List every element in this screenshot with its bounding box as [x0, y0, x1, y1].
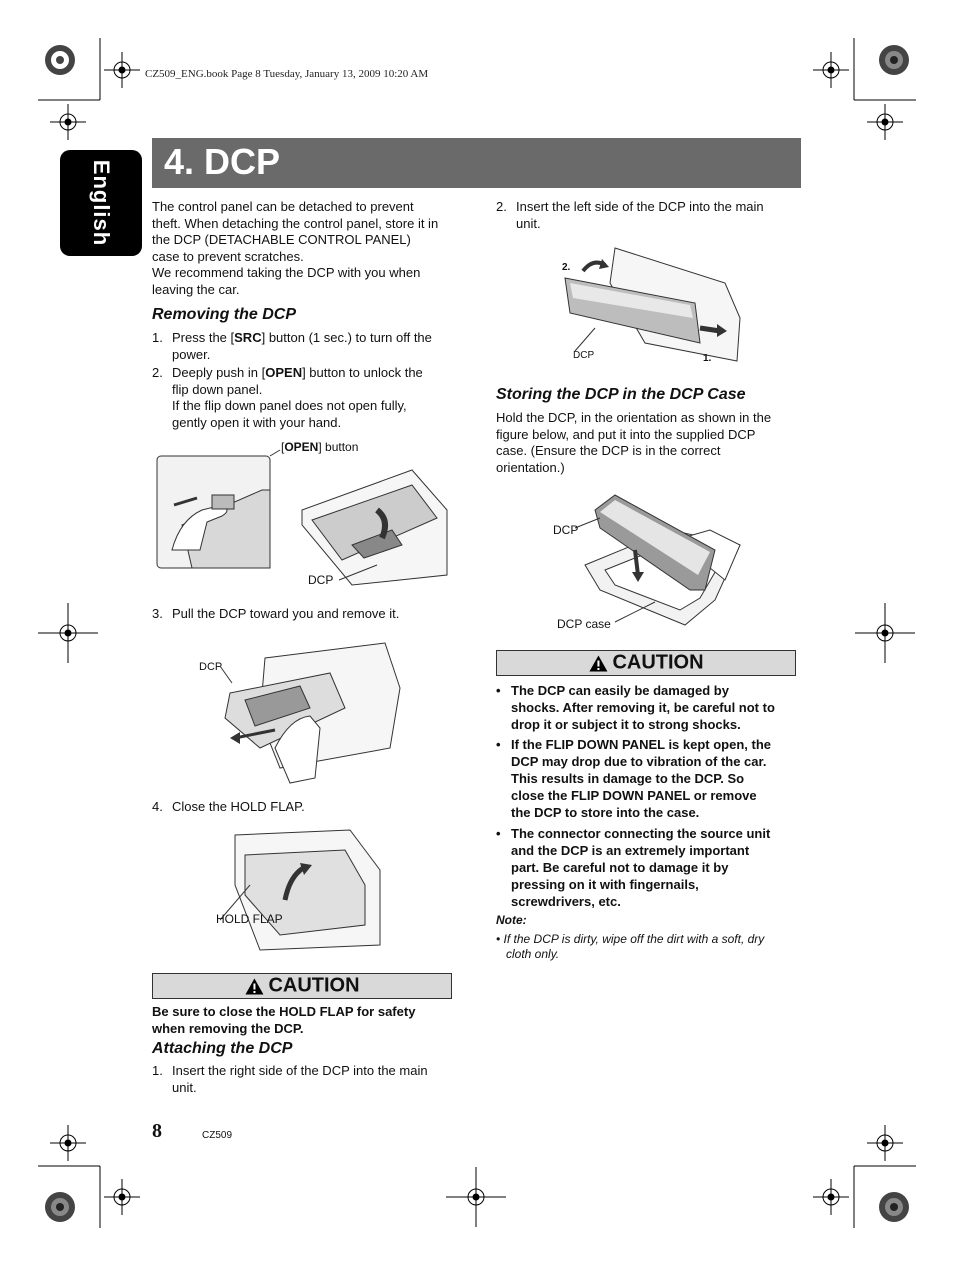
attaching-heading: Attaching the DCP — [152, 1040, 293, 1057]
bullet-dot: • — [496, 683, 501, 698]
storing-line: figure below, and put it into the supplied DCP — [496, 426, 756, 442]
model-label: CZ509 — [202, 1130, 233, 1141]
store-dcp-label: DCP — [553, 523, 579, 537]
caution-box-right — [496, 650, 796, 676]
caption-text: [ — [281, 440, 285, 454]
caution-left-text — [152, 1004, 462, 1037]
title-bar — [152, 138, 801, 188]
bullet-line: drop it or subject it to strong shocks. — [511, 717, 741, 732]
step-text: ] button to unlock the — [302, 365, 423, 380]
step-text: Insert the left side of the DCP into the main — [516, 199, 764, 214]
figure-pull-dcp — [220, 638, 400, 788]
removing-heading: Removing the DCP — [152, 306, 297, 323]
bullet-line: The DCP can easily be damaged by — [511, 683, 729, 698]
figure-hold-flap — [200, 825, 385, 955]
note-line: • If the DCP is dirty, wipe off the dirt with a soft, dry — [496, 932, 765, 946]
language-tab — [60, 150, 142, 256]
page-number: 8 — [152, 1120, 162, 1142]
caution-label: CAUTION — [268, 974, 360, 997]
caution-line: Be sure to close the HOLD FLAP for safety — [152, 1004, 416, 1019]
storing-line: Hold the DCP, in the orientation as shown in the — [496, 410, 772, 425]
step-text: Deeply push in [ — [172, 365, 266, 380]
caption-key: OPEN — [284, 440, 319, 454]
step-text: unit. — [516, 215, 541, 231]
dcp-label-fig2: DCP — [199, 661, 223, 673]
storing-heading: Storing the DCP in the DCP Case — [496, 386, 746, 403]
warning-icon — [588, 654, 608, 672]
caution-label: CAUTION — [612, 651, 704, 674]
intro-paragraph — [152, 199, 462, 298]
bullet-line: shocks. After removing it, be careful not to — [511, 700, 775, 715]
bullet-dot: • — [496, 737, 501, 752]
note-line: cloth only. — [506, 947, 560, 961]
bullet-line: DCP may drop due to vibration of the car. — [511, 754, 767, 769]
warning-icon — [244, 977, 264, 995]
bullet-line: The connector connecting the source unit — [511, 826, 771, 841]
step-text: gently open it with your hand. — [172, 414, 342, 430]
intro-line: the DCP (DETACHABLE CONTROL PANEL) — [152, 232, 411, 247]
book-header: CZ509_ENG.book Page 8 Tuesday, January 13, 2009 10:20 AM — [145, 68, 429, 80]
note-text — [496, 932, 806, 962]
bullet-dot: • — [496, 826, 501, 841]
dcp-label-fig1: DCP — [308, 573, 334, 587]
attach-label-1: 1. — [703, 353, 712, 364]
caution-box-left — [152, 973, 452, 999]
bullet-line: part. Be careful not to damage it by — [511, 860, 729, 875]
page-title: 4. DCP — [164, 141, 281, 182]
step-text: power. — [172, 346, 211, 362]
storing-paragraph — [496, 410, 806, 476]
intro-line: case to prevent scratches. — [152, 248, 304, 264]
language-tab-label: English — [89, 159, 114, 247]
intro-line: leaving the car. — [152, 281, 240, 297]
bullet-line: This results in damage to the DCP. So — [511, 771, 745, 786]
step-number: 1. — [152, 330, 163, 345]
bullet-line: close the FLIP DOWN PANEL or remove — [511, 788, 757, 803]
storing-line: orientation.) — [496, 459, 565, 475]
hold-flap-label: HOLD FLAP — [216, 912, 283, 926]
bullet-line: the DCP to store into the case. — [511, 805, 700, 820]
note-label: Note: — [496, 913, 527, 927]
open-key: OPEN — [265, 365, 303, 380]
bullet-line: and the DCP is an extremely important — [511, 843, 750, 858]
bullet-line: screwdrivers, etc. — [511, 894, 621, 909]
intro-line: theft. When detaching the control panel, store it in — [152, 215, 439, 231]
caution-line: when removing the DCP. — [152, 1020, 304, 1036]
step-text: flip down panel. — [172, 381, 263, 397]
figure-open-button — [152, 450, 452, 590]
step-number: 2. — [152, 365, 163, 380]
attach-dcp-label: DCP — [573, 350, 595, 361]
step-text: unit. — [172, 1079, 197, 1095]
figure-dcp-case — [580, 490, 745, 630]
src-key: SRC — [234, 330, 262, 345]
step-number: 3. — [152, 606, 163, 621]
bullet-line: If the FLIP DOWN PANEL is kept open, the — [511, 737, 772, 752]
step-number: 4. — [152, 799, 163, 814]
step-text: Close the HOLD FLAP. — [172, 799, 305, 814]
attach-label-2: 2. — [562, 262, 571, 273]
step-number: 2. — [496, 199, 507, 214]
bullet-line: pressing on it with fingernails, — [511, 877, 699, 892]
storing-line: case. (Ensure the DCP is in the correct — [496, 443, 721, 458]
step-text: Press the [ — [172, 330, 235, 345]
step-text: Insert the right side of the DCP into the main — [172, 1063, 428, 1078]
step-text: Pull the DCP toward you and remove it. — [172, 606, 400, 621]
step-text: ] button (1 sec.) to turn off the — [261, 330, 432, 345]
intro-line: The control panel can be detached to prevent — [152, 199, 414, 214]
intro-line: We recommend taking the DCP with you when — [152, 265, 421, 280]
step-number: 1. — [152, 1063, 163, 1078]
caption-text: ] button — [318, 440, 359, 454]
dcp-case-label: DCP case — [557, 617, 611, 631]
step-text: If the flip down panel does not open fully, — [172, 398, 407, 413]
